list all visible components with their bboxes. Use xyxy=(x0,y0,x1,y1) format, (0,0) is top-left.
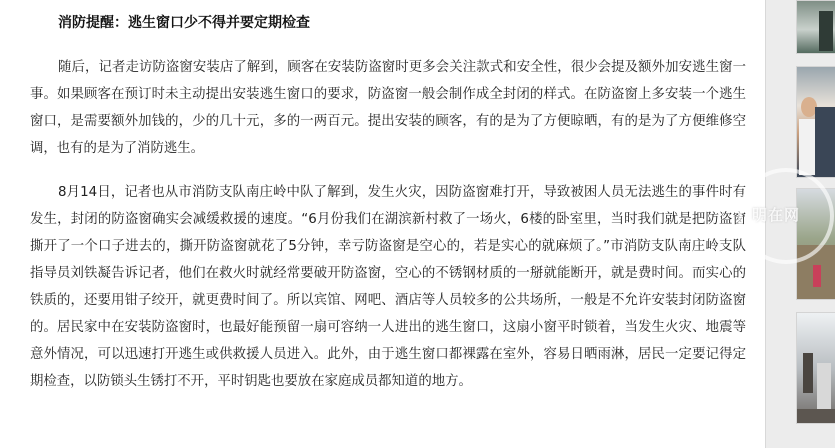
article-heading: 消防提醒：逃生窗口少不得并要定期检查 xyxy=(58,15,310,31)
article-paragraph-1: 随后，记者走访防盗窗安装店了解到，顾客在安装防盗窗时更多会关注款式和安全性，很少会提及额外加安逃生窗一事。如果顾客在预订时未主动提出安装逃生窗口的要求，防盗窗一般会制作成全封闭的样式。在防盗窗上多安装一个逃生窗口，是需要额外加钱的，少的几十元，多的一两百元。提出安装的顾客，有的是为了方便晾晒，有的是为了方便维修空调，也有的是为了消防逃生。 xyxy=(30,60,746,156)
related-thumbnail-4[interactable] xyxy=(796,312,835,424)
article-paragraph-2: 8月14日，记者也从市消防支队南庄岭中队了解到，发生火灾，因防盗窗难打开，导致被困人员无法逃生的事件时有发生，封闭的防盗窗确实会减缓救援的速度。“6月份我们在湖滨新村救了一场火，6楼的卧室里，当时我们就是把防盗窗撕开了一个口子进去的，撕开防盗窗就花了5分钟，幸亏防盗窗是空心的，若是实心的就麻烦了。”市消防支队南庄岭支队指导员刘铁凝告诉记者，他们在救火时就经常要破开防盗窗，空心的不锈钢材质的一掰就能断开，就是费时间。而实心的铁质的，还要用钳子绞开，就更费时间了。所以宾馆、网吧、酒店等人员较多的公共场所，一般是不允许安装封闭防盗窗的。居民家中在安装防盗窗时，也最好能预留一扇可容纳一人进出的逃生窗口，这扇小窗平时锁着，当发生火灾、地震等意外情况，可以迅速打开逃生或供救援人员进入。此外，由于逃生窗口都裸露在室外，容易日晒雨淋，居民一定要记得定期检查，以防锁头生锈打不开，平时钥匙也要放在家庭成员都知道的地方。 xyxy=(30,185,746,389)
watermark-text: 明在网 xyxy=(752,206,801,224)
related-thumbnail-1[interactable] xyxy=(796,0,835,54)
related-thumbnail-2[interactable] xyxy=(796,66,835,178)
site-watermark-logo xyxy=(738,168,834,264)
